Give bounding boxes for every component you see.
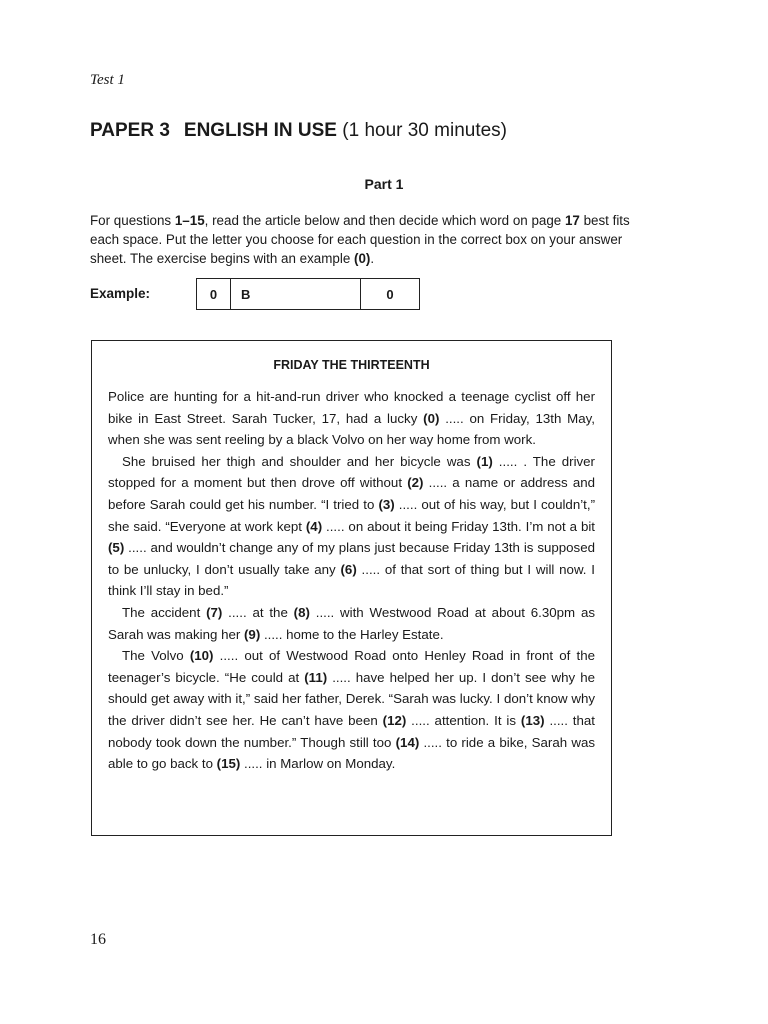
gap-marker: (2)	[407, 475, 424, 491]
gap-marker: (0)	[423, 410, 440, 426]
running-head: Test 1	[90, 72, 125, 88]
instr-text: , read the article below and then decide which word on page	[204, 213, 565, 228]
gap-marker: (13)	[520, 712, 545, 728]
article-text: ..... . The driver stopped for a moment but then drove off without	[108, 453, 595, 491]
gap-marker: (8)	[293, 604, 310, 620]
instr-text: best fits each space. Put the letter you choose for each question in the correct box on your answer sheet. The exercise begins with an example	[90, 213, 630, 266]
instr-text: .	[370, 251, 375, 266]
gap-marker: (9)	[244, 626, 261, 642]
gap-marker: (10)	[189, 648, 214, 664]
article-text: ..... out of his way, but I couldn’t,” she said. “Everyone at work kept	[108, 496, 595, 534]
article-text: ..... to ride a bike, Sarah was able to go back to	[108, 734, 595, 772]
part-title: Part 1	[364, 176, 404, 192]
article-text: The accident	[122, 604, 207, 620]
article-paragraph-2	[108, 451, 595, 602]
paper-number: PAPER 3	[90, 120, 170, 141]
gap-marker: (11)	[304, 669, 328, 685]
page-number: 16	[90, 931, 106, 948]
example-number-cell: 0	[197, 279, 231, 309]
article-paragraph-4	[108, 645, 595, 775]
article-text: ..... a name or address and before Sarah could get his number. “I tried to	[108, 475, 596, 512]
article-paragraph-3	[108, 602, 595, 645]
article-text: ..... of that sort of thing but I will now. I think I’ll stay in bed.”	[108, 561, 595, 599]
article-text: ..... attention. It is	[406, 712, 521, 728]
example-label: Example:	[90, 286, 151, 301]
instr-text: For questions	[90, 213, 175, 228]
gap-marker: (1)	[476, 453, 493, 469]
article-box	[91, 340, 612, 836]
article-text: ..... on Friday, 13th May, when she was sent reeling by a black Volvo on her way home from work.	[108, 410, 596, 448]
article-text: Police are hunting for a hit-and-run driver who knocked a teenage cyclist off her bike in East Street. Sarah Tucker, 17, had a lucky	[108, 389, 595, 426]
gap-marker: (4)	[305, 518, 323, 534]
example-answer-box	[196, 278, 420, 310]
article-text: ..... out of Westwood Road onto Henley Road in front of the teenager’s bicycle. “He could at	[108, 648, 595, 685]
instr-question-range: 1–15	[174, 213, 205, 228]
article-text: She bruised her thigh and shoulder and her bicycle was	[122, 453, 477, 469]
article-text: ..... that nobody took down the number.” Though still too	[108, 712, 595, 750]
paper-name: ENGLISH IN USE	[183, 120, 337, 141]
article-title: FRIDAY THE THIRTEENTH	[273, 358, 430, 372]
example-letter-cell: B	[231, 279, 361, 309]
gap-marker: (12)	[382, 712, 407, 728]
paper-title	[90, 120, 507, 142]
article-text: ..... and wouldn’t change any of my plans just because Friday 13th is supposed to be unlucky, I don’t usually take any	[108, 540, 595, 577]
article-text: ..... have helped her up. I don’t see why he should get away with it,” said her father, Derek. “Sarah was lucky. I don’t know why the driver didn’t see her. He can’t have been	[108, 669, 595, 728]
paper-duration: (1 hour 30 minutes)	[342, 120, 508, 141]
gap-marker: (6)	[340, 561, 357, 577]
instructions	[90, 211, 650, 268]
article-text: ..... in Marlow on Monday.	[240, 756, 396, 772]
article-text: The Volvo	[122, 648, 190, 664]
gap-marker: (7)	[206, 604, 223, 620]
gap-marker: (14)	[395, 734, 420, 750]
gap-marker: (5)	[108, 540, 125, 556]
article-paragraph-1	[108, 386, 595, 451]
article-text: ..... on about it being Friday 13th. I’m not a bit	[322, 518, 595, 534]
article-text: ..... with Westwood Road at about 6.30pm as Sarah was making her	[108, 604, 595, 642]
article-text: ..... home to the Harley Estate.	[260, 626, 444, 642]
gap-marker: (15)	[216, 756, 241, 772]
instr-example-ref: (0)	[354, 251, 371, 266]
instr-page-ref: 17	[564, 213, 580, 228]
example-answer-cell: 0	[386, 286, 394, 302]
gap-marker: (3)	[378, 496, 395, 512]
article-text: ..... at the	[222, 604, 294, 620]
